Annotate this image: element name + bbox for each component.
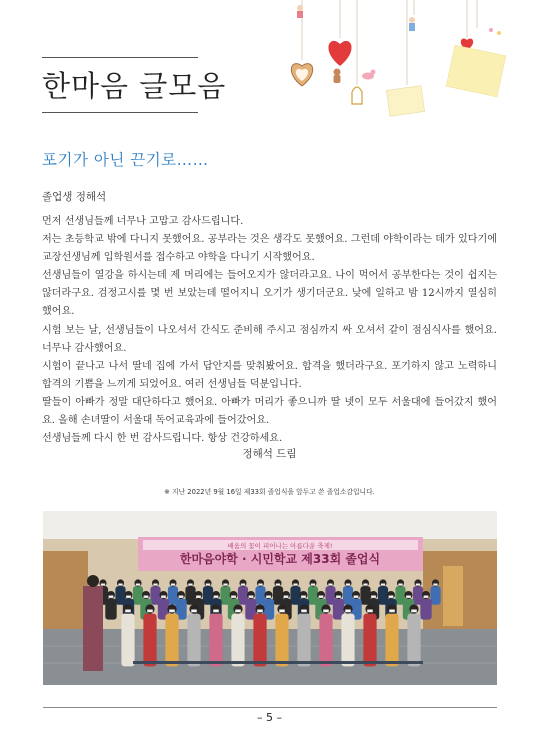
person-body: [430, 586, 440, 605]
person-mask: [196, 596, 201, 598]
person-body: [121, 614, 134, 667]
person-body: [231, 614, 244, 667]
essay-paragraph: 시험이 끝나고 나서 딸네 집에 가서 답안지를 맞춰봤어요. 합격을 했더라구요. 포기하지 않고 노력하니 합격의 기쁨을 느끼게 되었어요. 여러 선생님들 덕분입니다.: [42, 360, 497, 390]
person-body: [385, 614, 398, 667]
person-body: [341, 614, 354, 667]
person-body: [319, 614, 332, 667]
person-mask: [398, 584, 402, 586]
person-mask: [191, 610, 197, 613]
hanging-decoration-illustration: [262, 0, 539, 128]
person-mask: [147, 610, 153, 613]
essay-body: [42, 213, 497, 448]
person-mask: [213, 610, 219, 613]
person-body: [165, 614, 178, 667]
person-mask: [323, 610, 329, 613]
person-mask: [136, 584, 140, 586]
person-mask: [231, 596, 236, 598]
essay-paragraph: 먼저 선생님들께 너무나 고맙고 감사드립니다.: [42, 216, 244, 227]
person-mask: [125, 610, 131, 613]
person-mask: [257, 610, 263, 613]
person-mask: [241, 584, 245, 586]
person-mask: [363, 584, 367, 586]
banner-top-text: 배움의 꽃이 피어나는 아름다운 축제!: [227, 542, 333, 550]
person-mask: [328, 584, 332, 586]
graduation-group-photo: [43, 511, 497, 685]
person-body: [187, 614, 200, 667]
page-number: – 5 –: [257, 711, 282, 724]
person-mask: [311, 584, 315, 586]
person-body: [363, 614, 376, 667]
person-body: [253, 614, 266, 667]
person-mask: [101, 584, 105, 586]
person-mask: [118, 584, 122, 586]
author-line: 졸업생 정해석: [42, 191, 107, 203]
person-body: [297, 614, 310, 667]
signature: 정해석 드림: [242, 448, 297, 460]
person-mask: [169, 610, 175, 613]
person-mask: [389, 610, 395, 613]
person-mask: [249, 596, 254, 598]
person-mask: [258, 584, 262, 586]
essay-paragraph: 선생님들이 열강을 하시는데 제 머리에는 들어오지가 않더라고요. 나이 먹어서 공부한다는 것이 쉽지는 않더라구요. 검정고시를 몇 번 보았는데 떨어지니 오기가 생기더군요. 낮에 일하고 밤 12시까지 열심히 했어요.: [42, 270, 497, 318]
person-body: [105, 599, 116, 620]
person-mask: [389, 596, 394, 598]
person-mask: [301, 596, 306, 598]
person-mask: [284, 596, 289, 598]
person-mask: [276, 584, 280, 586]
section-rule-top: [42, 57, 198, 58]
person-mask: [371, 596, 376, 598]
person-mask: [144, 596, 149, 598]
person-mask: [153, 584, 157, 586]
section-rule-bottom: [42, 112, 198, 113]
person-mask: [179, 596, 184, 598]
person-head: [87, 575, 99, 587]
person-mask: [354, 596, 359, 598]
person-mask: [214, 596, 219, 598]
page-footer-rule: [43, 707, 497, 708]
person-mask: [188, 584, 192, 586]
person-mask: [345, 610, 351, 613]
person-mask: [381, 584, 385, 586]
banner-main-text: 한마음야학 · 시민학교 제33회 졸업식: [179, 552, 381, 566]
essay-paragraph: 선생님들께 다시 한 번 감사드립니다. 항상 건강하세요.: [42, 433, 283, 445]
essay-paragraph: 저는 초등학교 밖에 다니지 못했어요. 공부라는 것은 생각도 못했어요. 그런데 야학이라는 데가 있다기에 교장선생님께 입학원서를 접수하고 야학을 다니기 시작했어요.: [42, 234, 497, 264]
person-mask: [279, 610, 285, 613]
person-mask: [206, 584, 210, 586]
person-mask: [293, 584, 297, 586]
person-mask: [336, 596, 341, 598]
person-mask: [126, 596, 131, 598]
person-mask: [319, 596, 324, 598]
person-body: [420, 599, 431, 620]
essay-paragraph: 시험 보는 날, 선생님들이 나오셔서 간식도 준비해 주시고 점심까지 싸 오셔서 같이 점심식사를 했어요. 너무나 감사했어요.: [42, 324, 497, 354]
person-mask: [411, 610, 417, 613]
person-mask: [433, 584, 437, 586]
essay-paragraph: 딸들이 아빠가 정말 대단하다고 했어요. 아빠가 머리가 좋으니까 딸 넷이 모두 서울대에 들어갔지 했어요. 올해 손녀딸이 서울대 독어교육과에 들어갔어요.: [42, 396, 497, 427]
person-mask: [346, 584, 350, 586]
person-mask: [109, 596, 114, 598]
person-mask: [235, 610, 241, 613]
section-title: 한마음 글모음: [42, 69, 227, 103]
person-mask: [424, 596, 429, 598]
person-body: [83, 586, 103, 671]
person-body: [407, 614, 420, 667]
person-mask: [266, 596, 271, 598]
photo-caption: ※ 지난 2022년 9월 16일 제33회 졸업식을 앞두고 쓴 졸업소감입니다.: [164, 488, 375, 496]
person-mask: [301, 610, 307, 613]
person-mask: [406, 596, 411, 598]
person-body: [275, 614, 288, 667]
person-mask: [171, 584, 175, 586]
doll-icon: [297, 5, 303, 18]
essay-title: 포기가 아닌 끈기로……: [42, 151, 209, 169]
person-body: [209, 614, 222, 667]
person-mask: [223, 584, 227, 586]
person-body: [143, 614, 156, 667]
person-mask: [416, 584, 420, 586]
person-mask: [161, 596, 166, 598]
person-mask: [367, 610, 373, 613]
